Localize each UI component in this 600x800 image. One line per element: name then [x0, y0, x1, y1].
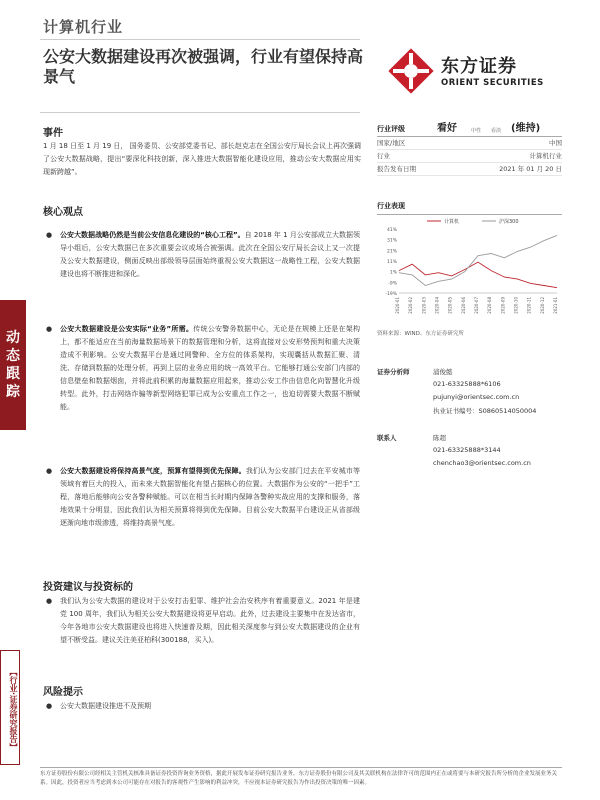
contact-role: 联系人: [377, 434, 397, 442]
analyst-email[interactable]: pujunyi@orientsec.com.cn: [433, 393, 520, 401]
disclaimer: 东方证券股份有限公司经相关主管机关核准具备证券投资咨询业务资格，据此开展发布证券研究报告业务。东方证券股份有限公司及其关联机构在法律许可的范围内正在或将要与本研究报告所分析的企业发展业务关系。因此，投资者应当考虑到本公司可能存在对报告的客观性产生影响的利益冲突，不应视本证券研究报告为作出投资决策的唯一因素。: [40, 771, 558, 786]
x-tick-label: 2021-01: [553, 297, 558, 314]
chart-source: 资料来源：WIND、东方证券研究所: [377, 331, 464, 337]
legend-label: 沪深300: [499, 219, 519, 225]
x-tick-label: 2020-05: [447, 297, 453, 314]
y-tick-label: -19%: [385, 292, 397, 297]
analyst-tel: 021-63325888*6106: [433, 380, 501, 388]
x-tick-label: 2020-09: [500, 297, 506, 314]
analyst-cert: 执业证书编号：S0860514050004: [433, 407, 537, 415]
info-value: 中国: [549, 139, 562, 147]
performance-chart: [377, 215, 562, 325]
y-tick-label: 41%: [386, 228, 397, 233]
x-tick-label: 2020-01: [395, 297, 400, 314]
bullet-dot-icon: ●: [46, 597, 53, 605]
side-tab-char: 态: [6, 348, 20, 364]
core-bullet: [46, 323, 361, 414]
info-key: 行业: [377, 152, 390, 160]
bullet-dot-icon: ●: [46, 231, 53, 239]
divider: [40, 39, 360, 40]
bullet-dot-icon: ●: [46, 467, 53, 475]
y-tick-label: -9%: [388, 281, 397, 287]
series-line: [399, 235, 557, 285]
y-tick-label: 1%: [389, 270, 397, 276]
bullet-text: 传统公安警务数据中心，无论是在规模上还是在架构上，都不能适应在当前海量数据场景下的数据管理和分析，这将直接对公安形势预判和重大决策造成不利影响。公安大数据平台是通过网警种、全方位的体系架构，实现囊括从数据汇聚、清洗、存储到数据的处理分析，再到上层的业务应用的统一高效平台。它能够打通公安部门内部的信息壁垒和数据烟囱，并将此前积累的海量数据应用起来，推动公安工作由信息化向智慧化升级转型。此外，打击网络诈骗等新型网络犯罪已成为公安重点工作之一，也迫切需要大数据不断赋能。: [60, 325, 361, 411]
side-tab: [0, 300, 26, 430]
core-heading: 核心观点: [43, 207, 83, 218]
rating-bearish: 看淡: [491, 128, 502, 134]
y-tick-label: 21%: [386, 249, 397, 255]
x-tick-label: 2020-11: [526, 297, 532, 314]
logo-en: ORIENT SECURITIES: [441, 78, 544, 88]
contact-block: [377, 433, 562, 478]
x-tick-label: 2020-08: [487, 297, 493, 314]
advice-text: 我们认为公安大数据的建设对于公安打击犯罪、维护社会治安秩序有着重要意义。2021 年是建党 100 周年，我们认为相关公安大数据建设将更早启动。此外，过去建设主要集中在发达省市，今年各地市公安大数据建设也将进入快速普及期，因此相关深度参与到公安大数据建设的企业有望不断受益。建议关注美亚柏科(300188，买入)。: [60, 597, 360, 644]
bullet-dot-icon: ●: [46, 325, 53, 333]
risk-text: 公安大数据建设推进不及预期: [60, 702, 151, 710]
side-tab-char: 跟: [6, 366, 20, 382]
x-tick-label: 2020-12: [539, 297, 545, 314]
risk-heading: 风险提示: [43, 687, 83, 698]
bullet-text: 我们认为公安部门过去在平安城市等领域有着巨大的投入，而未来大数据智能化有望占据核心的位置。大数据作为公安的“一把手”工程，落地后能够向公安各警种赋能。可以在相当长时期内保障各警种实战应用的支撑和服务，落地效果十分明显，因此我们认为相关预算将得到优先保障。目前公安大数据平台建设正从省部级逐渐向地市级渗透，将维持高景气度。: [60, 467, 361, 527]
rating-row: [377, 120, 562, 137]
x-tick-label: 2020-03: [421, 297, 427, 314]
x-tick-label: 2020-06: [460, 297, 466, 314]
bullet-text: 自 2018 年 1 月公安部成立大数据领导小组后，公安大数据已在多次重要会议或场合被强调。此次在全国公安厅局长会议上又一次提及公安大数据建设，侧面反映出部级领导层面始终重视公安大数据这一战略性工程，公安大数据建设也将不断推进和深化。: [60, 231, 361, 278]
event-heading: 事件: [43, 128, 63, 139]
core-bullet: [46, 229, 361, 281]
bullet-dot-icon: ●: [46, 702, 53, 710]
perf-heading: 行业表现: [377, 201, 562, 215]
event-text: 1 月 18 日至 1 月 19 日， 国务委员、公安部党委书记、部长赵克志在全国公安厅局长会议上再次强调了公安大数据战略，提出“要深化科技创新，深入推进大数据智能化建设应用，推动公安大数据应用实现新跨越”。: [43, 142, 361, 176]
contact-tel: 021-63325888*3144: [433, 446, 501, 454]
x-tick-label: 2020-04: [434, 297, 440, 314]
core-bullet: [46, 465, 361, 530]
risk-bullet: [46, 700, 360, 713]
info-row: [377, 163, 562, 176]
x-tick-label: 2020-07: [474, 297, 479, 314]
contact-email[interactable]: chenchao3@orientsec.com.cn: [433, 459, 531, 467]
rating-neutral: 中性: [471, 128, 482, 134]
info-value: 计算机行业: [529, 152, 562, 160]
side-tab-char: 踪: [6, 384, 20, 400]
rating-label: 行业评级: [377, 125, 405, 133]
divider: [40, 112, 360, 113]
bullet-lead: 公安大数据战略仍然是当前公安信息化建设的“核心工程”。: [60, 231, 245, 239]
info-row: [377, 137, 562, 150]
analyst-name: 浦俊懿: [433, 368, 453, 376]
orient-logo-icon: [388, 48, 434, 94]
side-strip: 【行业·证券研究报告】: [0, 650, 20, 765]
info-value: 2021 年 01 月 20 日: [499, 165, 562, 173]
industry-label: 计算机行业: [43, 18, 124, 36]
analyst-block: [377, 367, 562, 427]
divider: [40, 767, 562, 768]
bullet-lead: 公安大数据建设将保持高景气度，预算有望得到优先保障。: [60, 467, 246, 475]
rating-value: 看好: [437, 123, 457, 134]
x-tick-label: 2020-10: [513, 297, 519, 314]
rating-keep: (维持): [511, 123, 541, 134]
info-key: 国家/地区: [377, 139, 406, 147]
contact-name: 陈超: [433, 434, 446, 442]
x-tick-label: 2020-02: [408, 297, 414, 314]
company-logo: [388, 48, 563, 98]
analyst-role: 证券分析师: [377, 368, 410, 376]
y-tick-label: 11%: [386, 260, 397, 265]
y-tick-label: 31%: [386, 238, 397, 244]
side-tab-char: 动: [6, 330, 20, 346]
page-title: 公安大数据建设再次被强调，行业有望保持高景气: [43, 47, 364, 86]
advice-heading: 投资建议与投资标的: [43, 582, 133, 593]
legend-label: 计算机: [444, 219, 460, 225]
logo-cn: 东方证券: [441, 56, 517, 77]
rating-table: [377, 120, 562, 176]
info-key: 报告发布日期: [377, 165, 416, 173]
advice-bullet: [46, 595, 360, 647]
info-row: [377, 150, 562, 163]
bullet-lead: 公安大数据建设是公安实际“业务”所需。: [60, 325, 194, 333]
